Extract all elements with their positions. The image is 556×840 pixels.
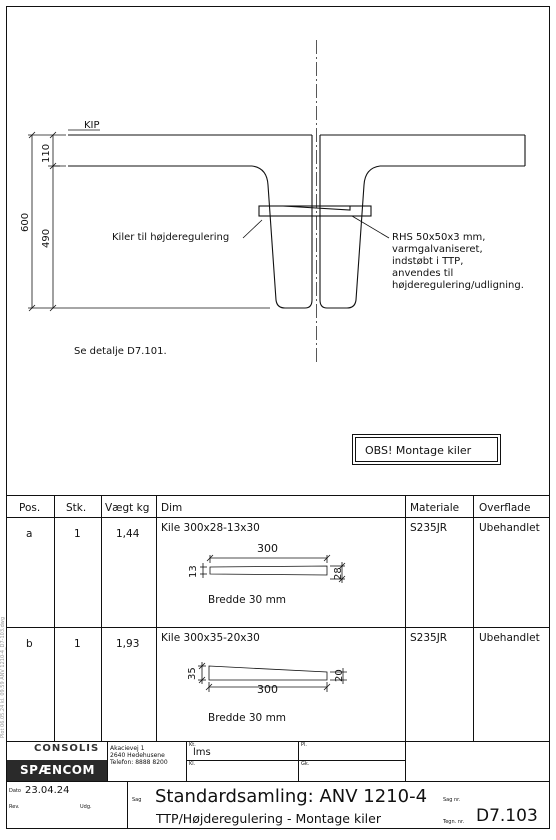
rhs-line: RHS 50x50x3 mm,	[392, 232, 486, 243]
address-block	[110, 745, 168, 766]
rev-label: Rev.	[9, 804, 20, 810]
row-b-materiale: S235JR	[410, 632, 448, 644]
header-overflade: Overflade	[479, 502, 531, 514]
logo-spaencom: SPÆNCOM	[20, 763, 95, 777]
dato-label: Dato	[9, 788, 21, 794]
kiler-label: Kiler til højderegulering	[112, 232, 230, 243]
rhs-note	[392, 232, 524, 292]
se-detalje: Se detalje D7.101.	[74, 346, 167, 357]
row-a-stk: 1	[74, 528, 81, 540]
row-a-vaegt: 1,44	[116, 528, 140, 540]
row-b-length: 300	[257, 683, 278, 696]
tegn-nr-label: Tegn. nr.	[443, 819, 465, 825]
udg-label: Udg.	[80, 804, 92, 810]
sag-label: Sag	[132, 797, 142, 803]
header-stk: Stk.	[66, 502, 87, 514]
header-vaegt: Vægt kg	[105, 502, 150, 514]
obs-box	[352, 434, 501, 465]
gk-label: Gk.	[301, 761, 310, 767]
sag-nr-label: Sag nr.	[443, 797, 461, 803]
row-a-left-h: 13	[188, 565, 199, 578]
row-b-overflade: Ubehandlet	[479, 632, 540, 644]
rhs-line: indstøbt i TTP,	[392, 256, 464, 267]
logo-consolis: CONSOLIS	[34, 743, 100, 754]
row-b-stk: 1	[74, 638, 81, 650]
pl-label: Pl.	[301, 742, 307, 748]
row-b-left-h: 35	[187, 667, 198, 680]
side-stamp: Plot 06.05.24 kl. 09.59 ANV 1210-4_D7-103.dwg	[0, 616, 6, 738]
row-b-right-h: 20	[334, 669, 345, 682]
address-line: Telefon: 8888 8200	[110, 759, 168, 766]
header-dim: Dim	[161, 502, 183, 514]
row-b-dim: Kile 300x35-20x30	[161, 632, 260, 644]
title-main: Standardsamling: ANV 1210-4	[155, 786, 428, 807]
header-pos: Pos.	[19, 502, 41, 514]
tegn-nr-value: D7.103	[476, 806, 538, 826]
row-a-overflade: Ubehandlet	[479, 522, 540, 534]
dim-490: 490	[41, 228, 52, 248]
address-line: 2640 Hedehusene	[110, 752, 165, 759]
row-a-right-h: 28	[333, 567, 344, 580]
row-b-pos: b	[26, 638, 33, 650]
dato-value: 23.04.24	[25, 785, 70, 796]
kip-label: KIP	[84, 120, 100, 131]
row-a-materiale: S235JR	[410, 522, 448, 534]
dim-600: 600	[20, 212, 31, 232]
row-b-vaegt: 1,93	[116, 638, 140, 650]
row-a-length: 300	[257, 542, 278, 555]
rhs-line: varmgalvaniseret,	[392, 244, 483, 255]
row-a-bredde: Bredde 30 mm	[208, 594, 287, 606]
rhs-line: anvendes til	[392, 268, 454, 279]
row-b-bredde: Bredde 30 mm	[208, 712, 287, 724]
row-a-dim: Kile 300x28-13x30	[161, 522, 260, 534]
rhs-line: højderegulering/udligning.	[392, 280, 524, 291]
kt-label: Kt.	[189, 742, 196, 748]
obs-text: OBS! Montage kiler	[365, 444, 472, 457]
title-sub: TTP/Højderegulering - Montage kiler	[156, 811, 381, 826]
address-line: Akacievej 1	[110, 745, 145, 752]
kl-label: Kl.	[189, 761, 196, 767]
row-a-pos: a	[26, 528, 33, 540]
dim-110: 110	[41, 143, 52, 163]
kt-value: lms	[193, 747, 211, 758]
header-materiale: Materiale	[410, 502, 460, 514]
